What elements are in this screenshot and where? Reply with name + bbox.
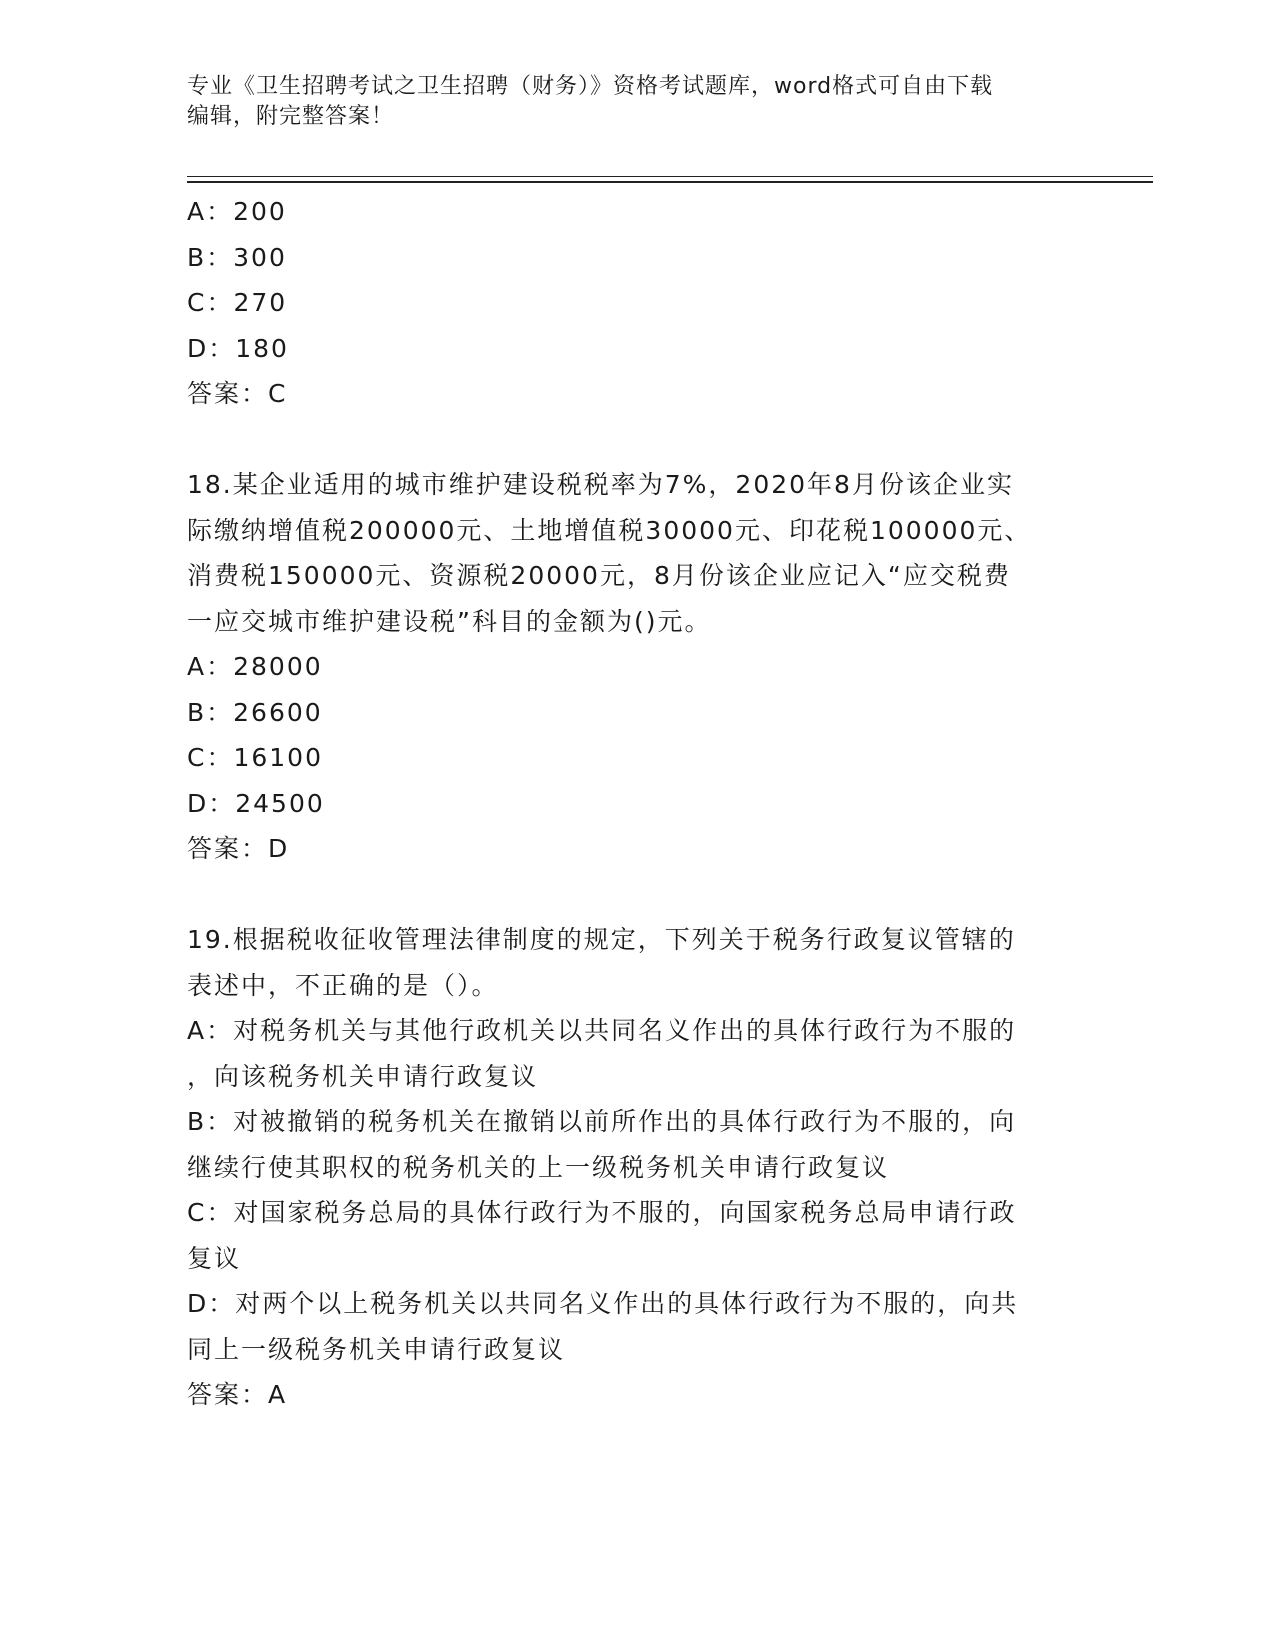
question-text-line: 一应交城市维护建设税”科目的金额为()元。 [187,606,712,636]
option-b: B：300 [187,242,287,272]
document-header [187,72,1067,132]
option-a [187,1008,1087,1099]
question-text-line: 消费税150000元、资源税20000元，8月份该企业应记入“应交税费 [187,561,1011,590]
option-text-line: 继续行使其职权的税务机关的上一级税务机关申请行政复议 [187,1152,890,1182]
option-b [187,1099,1087,1190]
option-c [187,1190,1087,1281]
option-c: C：270 [187,288,288,317]
option-text-line: 复议 [187,1243,242,1273]
spacer [187,417,1087,463]
question-19 [187,917,1087,1418]
question-text-line: 19.根据税收征收管理法律制度的规定，下列关于税务行政复议管辖的 [187,925,1016,954]
question-18 [187,462,1087,872]
option-text-line: B：对被撤销的税务机关在撤销以前所作出的具体行政行为不服的，向 [187,1107,1017,1136]
option-text-line: ，向该税务机关申请行政复议 [187,1061,539,1091]
option-d: D：180 [187,333,289,363]
answer-line: 答案：D [187,834,290,863]
option-text-line: C：对国家税务总局的具体行政行为不服的，向国家税务总局申请行政 [187,1198,1017,1227]
question-text-line: 18.某企业适用的城市维护建设税税率为7%，2020年8月份该企业实 [187,470,1014,499]
header-line: 专业《卫生招聘考试之卫生招聘（财务）》资格考试题库，word格式可自由下载 [187,74,994,99]
option-text-line: A：对税务机关与其他行政机关以共同名义作出的具体行政行为不服的 [187,1016,1017,1045]
option-text-line: 同上一级税务机关申请行政复议 [187,1334,566,1364]
option-list [187,189,1087,371]
header-line: 编辑，附完整答案！ [187,104,395,129]
option-text-line: D：对两个以上税务机关以共同名义作出的具体行政行为不服的，向共 [187,1289,1019,1318]
option-b: B：26600 [187,697,323,727]
option-d [187,1281,1087,1372]
option-c: C：16100 [187,743,323,772]
option-a: A：28000 [187,652,323,681]
option-list [187,1008,1087,1372]
question-text-line: 际缴纳增值税200000元、土地增值税30000元、印花税100000元、 [187,515,1032,545]
option-a: A：200 [187,197,287,226]
spacer [187,872,1087,918]
question-text [187,462,1087,644]
header-divider-thick [187,181,1153,183]
question-text-line: 表述中，不正确的是（）。 [187,970,499,1000]
question-text [187,917,1087,1008]
option-list [187,644,1087,826]
answer-line: 答案：C [187,379,288,408]
header-divider-thin [187,176,1153,177]
question-content [187,189,1087,1418]
option-d: D：24500 [187,788,325,818]
answer-line: 答案：A [187,1380,288,1409]
question-17 [187,189,1087,417]
